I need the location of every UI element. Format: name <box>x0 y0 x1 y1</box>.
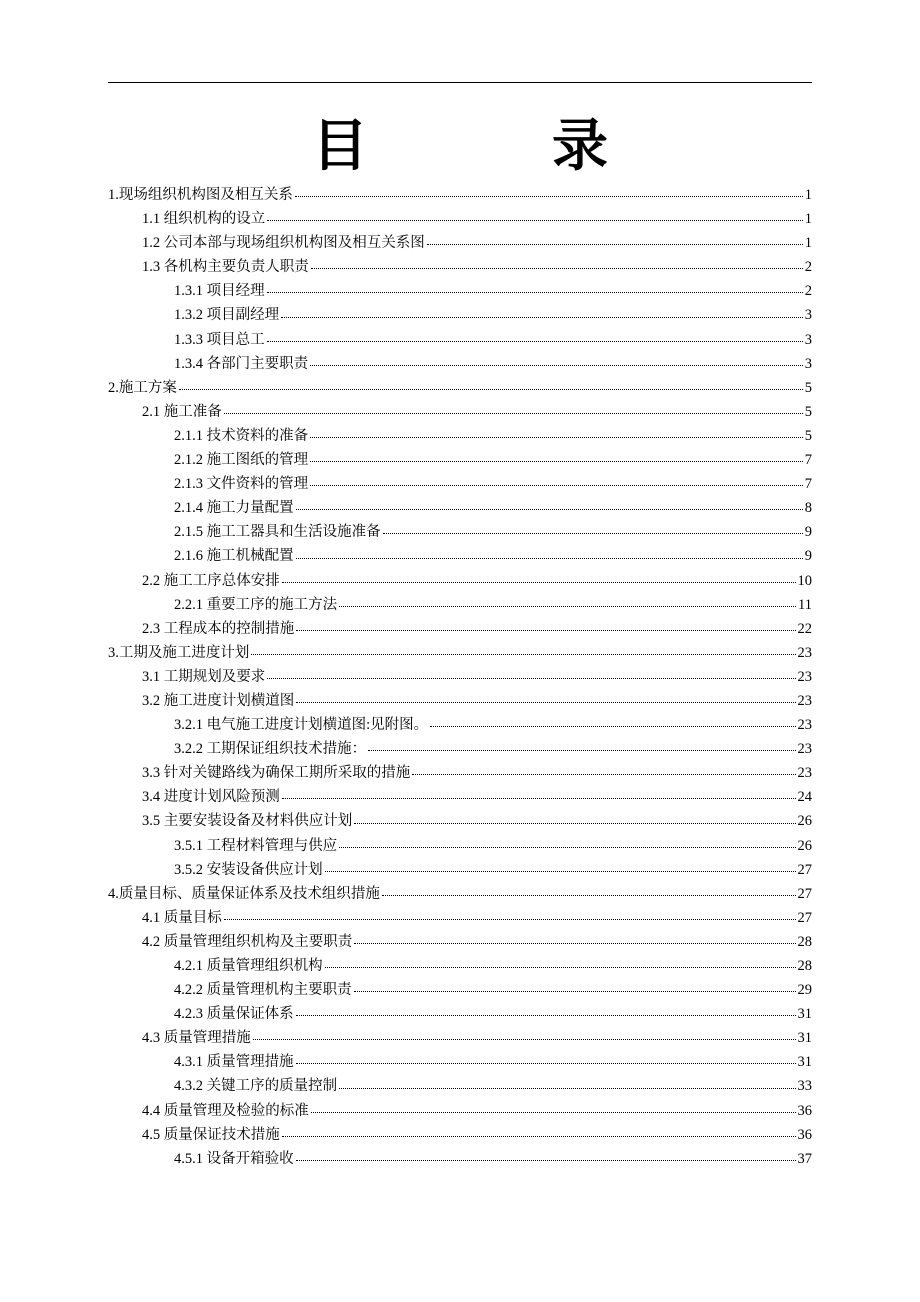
toc-entry-label: 4.5 质量保证技术措施 <box>142 1126 280 1143</box>
toc-leader-dots <box>296 1015 796 1016</box>
toc-entry-label: 2.1 施工准备 <box>142 403 222 420</box>
toc-leader-dots <box>354 991 796 992</box>
toc-entry-label: 2.1.4 施工力量配置 <box>174 500 294 517</box>
toc-entry-page: 23 <box>797 692 812 709</box>
toc-leader-dots <box>282 582 796 583</box>
toc-entry-page: 1 <box>804 187 812 203</box>
toc-entry[interactable] <box>108 1123 812 1147</box>
toc-leader-dots <box>253 1039 796 1040</box>
toc-entry[interactable] <box>108 930 812 954</box>
toc-entry-page: 10 <box>797 572 812 589</box>
toc-leader-dots <box>224 919 796 920</box>
toc-entry-page: 3 <box>804 307 812 324</box>
toc-leader-dots <box>179 389 803 390</box>
toc-entry[interactable] <box>108 665 812 689</box>
toc-leader-dots <box>296 630 795 631</box>
toc-entry[interactable] <box>108 882 812 906</box>
toc-entry-page: 8 <box>804 500 812 517</box>
toc-entry-page: 27 <box>797 909 812 926</box>
toc-entry[interactable] <box>108 713 812 737</box>
toc-entry-label: 1.3.1 项目经理 <box>174 283 265 300</box>
toc-entry-page: 26 <box>797 837 812 854</box>
toc-entry[interactable] <box>108 424 812 448</box>
toc-entry[interactable] <box>108 376 812 400</box>
toc-entry-page: 3 <box>804 331 812 348</box>
toc-entry-page: 7 <box>804 476 812 493</box>
toc-entry-page: 9 <box>804 548 812 565</box>
toc-entry[interactable] <box>108 183 812 207</box>
toc-leader-dots <box>296 509 803 510</box>
toc-entry-label: 2.1.5 施工工器具和生活设施准备 <box>174 524 381 541</box>
toc-entry-label: 4.2.2 质量管理机构主要职责 <box>174 982 352 999</box>
toc-entry-page: 2 <box>804 259 812 276</box>
toc-entry[interactable] <box>108 834 812 858</box>
toc-entry-page: 28 <box>797 933 812 950</box>
toc-entry[interactable] <box>108 1026 812 1050</box>
toc-leader-dots <box>267 292 803 293</box>
toc-entry-label: 1.1 组织机构的设立 <box>142 211 266 228</box>
toc-leader-dots <box>354 823 795 824</box>
toc-leader-dots <box>430 726 795 727</box>
toc-entry[interactable] <box>108 593 812 617</box>
toc-leader-dots <box>311 1112 796 1113</box>
toc-entry-label: 4.5.1 设备开箱验收 <box>174 1150 294 1167</box>
toc-entry-page: 23 <box>797 668 812 685</box>
toc-entry[interactable] <box>108 472 812 496</box>
toc-leader-dots <box>354 943 795 944</box>
toc-entry-label: 3.4 进度计划风险预测 <box>142 789 280 806</box>
toc-entry-page: 5 <box>804 379 812 396</box>
toc-entry-label: 2.施工方案 <box>108 379 177 396</box>
toc-leader-dots <box>310 437 803 438</box>
toc-entry-label: 1.现场组织机构图及相互关系 <box>108 187 293 203</box>
toc-entry-page: 23 <box>797 644 812 661</box>
toc-entry[interactable] <box>108 785 812 809</box>
toc-entry-label: 3.1 工期规划及要求 <box>142 668 266 685</box>
toc-leader-dots <box>296 558 803 559</box>
toc-entry[interactable] <box>108 207 812 231</box>
toc-leader-dots <box>267 678 795 679</box>
toc-leader-dots <box>282 1136 796 1137</box>
toc-entry-page: 7 <box>804 452 812 469</box>
toc-entry-page: 1 <box>804 211 812 228</box>
toc-entry-page: 27 <box>797 885 812 902</box>
toc-entry-label: 1.2 公司本部与现场组织机构图及相互关系图 <box>142 235 425 252</box>
toc-leader-dots <box>310 365 803 366</box>
toc-entry-page: 29 <box>797 982 812 999</box>
toc-leader-dots <box>311 268 803 269</box>
toc-leader-dots <box>325 871 796 872</box>
toc-entry-page: 3 <box>804 355 812 372</box>
toc-entry-page: 31 <box>797 1006 812 1023</box>
toc-leader-dots <box>412 774 795 775</box>
toc-entry-page: 11 <box>798 596 812 613</box>
toc-entry[interactable] <box>108 1147 812 1171</box>
toc-entry-page: 5 <box>804 427 812 444</box>
toc-entry[interactable] <box>108 954 812 978</box>
toc-entry-label: 3.2.2 工期保证组织技术措施： <box>174 741 367 758</box>
toc-entry-page: 33 <box>797 1078 812 1095</box>
toc-entry-label: 4.3 质量管理措施 <box>142 1030 251 1047</box>
toc-entry[interactable] <box>108 641 812 665</box>
toc-entry[interactable] <box>108 255 812 279</box>
toc-entry-label: 1.3.3 项目总工 <box>174 331 265 348</box>
toc-entry-label: 1.3.4 各部门主要职责 <box>174 355 309 372</box>
toc-entry[interactable] <box>108 906 812 930</box>
toc-entry[interactable] <box>108 858 812 882</box>
toc-entry[interactable] <box>108 569 812 593</box>
toc-entry-label: 4.3.2 关键工序的质量控制 <box>174 1078 338 1095</box>
toc-entry-label: 2.2 施工工序总体安排 <box>142 572 280 589</box>
toc-entry-label: 3.2 施工进度计划横道图 <box>142 692 295 709</box>
toc-entry-label: 3.工期及施工进度计划 <box>108 644 250 661</box>
toc-entry-page: 31 <box>797 1030 812 1047</box>
toc-entry-label: 3.5.1 工程材料管理与供应 <box>174 837 338 854</box>
toc-entry-label: 1.3.2 项目副经理 <box>174 307 280 324</box>
toc-entry[interactable] <box>108 279 812 303</box>
toc-entry-page: 9 <box>804 524 812 541</box>
toc-entry-page: 23 <box>797 765 812 782</box>
toc-leader-dots <box>281 317 803 318</box>
toc-entry-label: 4.4 质量管理及检验的标准 <box>142 1102 309 1119</box>
toc-entry-label: 3.5.2 安装设备供应计划 <box>174 861 323 878</box>
toc-leader-dots <box>427 244 803 245</box>
toc-entry[interactable] <box>108 689 812 713</box>
page-title: 目 录 <box>312 116 672 178</box>
toc-leader-dots <box>382 895 796 896</box>
toc-leader-dots <box>295 196 803 197</box>
toc-entry[interactable] <box>108 328 812 352</box>
toc-entry-label: 4.2.1 质量管理组织机构 <box>174 958 323 974</box>
toc-entry[interactable] <box>108 1074 812 1098</box>
toc-entry[interactable] <box>108 737 812 761</box>
toc-entry-page: 27 <box>797 861 812 878</box>
toc-entry[interactable] <box>108 352 812 376</box>
toc-entry-page: 2 <box>804 283 812 300</box>
toc-entry[interactable] <box>108 1099 812 1123</box>
toc-entry-label: 4.3.1 质量管理措施 <box>174 1054 294 1071</box>
toc-entry-label: 2.2.1 重要工序的施工方法 <box>174 596 338 613</box>
toc-leader-dots <box>296 1063 796 1064</box>
toc-entry-label: 4.质量目标、质量保证体系及技术组织措施 <box>108 885 380 902</box>
toc-entry-label: 3.2.1 电气施工进度计划横道图:见附图。 <box>174 717 429 734</box>
toc-entry-label: 2.1.2 施工图纸的管理 <box>174 452 309 469</box>
toc-entry-label: 4.2 质量管理组织机构及主要职责 <box>142 933 353 950</box>
table-of-contents <box>108 183 812 1171</box>
toc-entry-page: 36 <box>797 1102 812 1119</box>
toc-entry[interactable] <box>108 761 812 785</box>
header-rule <box>108 82 812 83</box>
toc-entry-page: 31 <box>797 1054 812 1071</box>
toc-leader-dots <box>267 220 803 221</box>
toc-entry-label: 4.1 质量目标 <box>142 909 222 926</box>
toc-entry[interactable] <box>108 400 812 424</box>
toc-leader-dots <box>368 750 795 751</box>
toc-entry[interactable] <box>108 520 812 544</box>
toc-entry[interactable] <box>108 809 812 833</box>
toc-leader-dots <box>325 967 796 968</box>
toc-entry-label: 3.5 主要安装设备及材料供应计划 <box>142 813 353 830</box>
toc-entry[interactable] <box>108 496 812 520</box>
toc-leader-dots <box>383 533 803 534</box>
toc-entry-label: 2.1.6 施工机械配置 <box>174 548 294 565</box>
toc-entry-page: 37 <box>797 1150 812 1167</box>
toc-entry-page: 26 <box>797 813 812 830</box>
toc-leader-dots <box>310 485 803 486</box>
toc-leader-dots <box>339 606 796 607</box>
toc-entry[interactable] <box>108 544 812 568</box>
toc-entry[interactable] <box>108 1002 812 1026</box>
toc-entry[interactable] <box>108 1050 812 1074</box>
toc-leader-dots <box>296 702 795 703</box>
toc-leader-dots <box>224 413 803 414</box>
toc-entry[interactable] <box>108 978 812 1002</box>
toc-entry[interactable] <box>108 303 812 327</box>
toc-entry-label: 2.3 工程成本的控制措施 <box>142 620 295 637</box>
toc-leader-dots <box>296 1160 796 1161</box>
toc-entry-page: 36 <box>797 1126 812 1143</box>
toc-entry-page: 28 <box>797 958 812 974</box>
toc-entry[interactable] <box>108 617 812 641</box>
toc-entry-page: 23 <box>797 717 812 734</box>
toc-entry-page: 22 <box>797 620 812 637</box>
toc-entry-page: 24 <box>797 789 812 806</box>
toc-entry-label: 3.3 针对关键路线为确保工期所采取的措施 <box>142 765 411 782</box>
toc-leader-dots <box>339 847 795 848</box>
toc-entry[interactable] <box>108 448 812 472</box>
toc-leader-dots <box>282 798 796 799</box>
toc-entry-page: 5 <box>804 403 812 420</box>
toc-entry-page: 1 <box>804 235 812 252</box>
toc-leader-dots <box>251 654 795 655</box>
toc-leader-dots <box>310 461 803 462</box>
toc-entry-label: 1.3 各机构主要负责人职责 <box>142 259 309 276</box>
toc-leader-dots <box>267 341 803 342</box>
toc-leader-dots <box>339 1088 795 1089</box>
toc-entry[interactable] <box>108 231 812 255</box>
toc-entry-label: 2.1.3 文件资料的管理 <box>174 476 309 493</box>
toc-entry-page: 23 <box>797 741 812 758</box>
toc-entry-label: 2.1.1 技术资料的准备 <box>174 427 309 444</box>
toc-entry-label: 4.2.3 质量保证体系 <box>174 1006 294 1023</box>
